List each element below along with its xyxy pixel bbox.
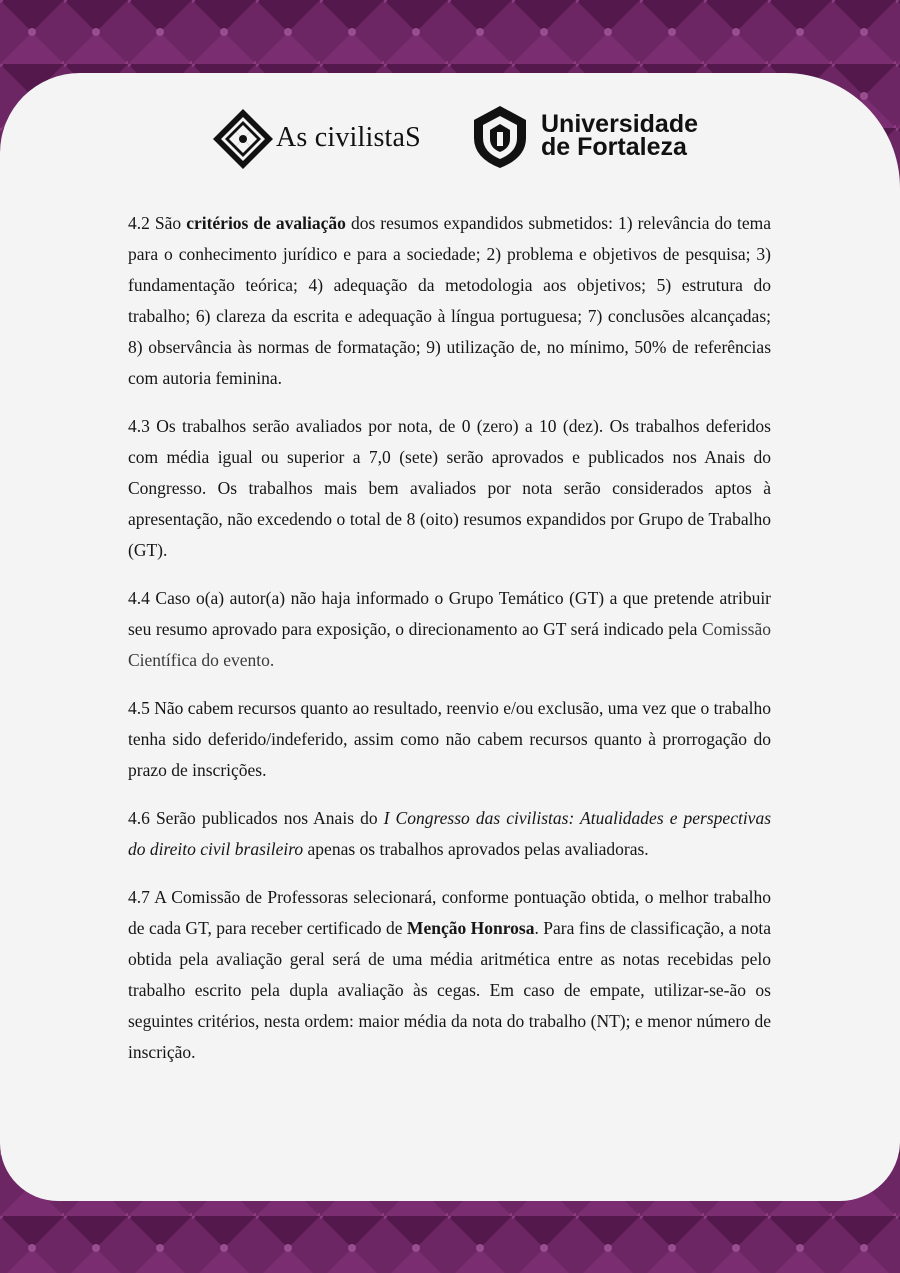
paragraph-text: dos resumos expandidos submetidos: 1) relevância do tema para o conhecimento jurídico e para a sociedade; 2) problema e objetivos de pesquisa; 3) fundamentação teórica; 4) adequação da metodologia aos objetivos; 5) estrutura do trabalho; 6) clareza da escrita e adequação à língua portuguesa; 7) conclusões alcançadas; 8) observância às normas de formatação; 9) utilização de, no mínimo, 50% de referências com autoria feminina. [128, 213, 772, 388]
paragraph-text: Não cabem recursos quanto ao resultado, reenvio e/ou exclusão, uma vez que o trabalho tenha sido deferido/indeferido, assim como não cabem recursos quanto à prorrogação do prazo de inscrições. [128, 698, 771, 780]
paragraph-4-3 [128, 411, 771, 566]
paragraph-4-2 [128, 208, 771, 394]
paragraph-text: Caso o(a) autor(a) não haja informado o Grupo Temático (GT) a que pretende atribuir seu resumo aprovado para exposição, o direcionamento ao GT será indicado pela [128, 588, 772, 639]
section-number: 4.5 [128, 698, 150, 718]
header-logos [0, 104, 900, 174]
section-number: 4.2 [128, 213, 150, 233]
paragraph-text: A Comissão de Professoras selecionará, conforme pontuação obtida, o melhor trabalho de cada GT, para receber certificado de [128, 887, 771, 938]
paragraph-4-6 [128, 803, 771, 865]
bold-term: Menção Honrosa [406, 918, 535, 938]
paragraph-text: Serão publicados nos Anais do [155, 808, 384, 828]
paragraph-4-4 [128, 583, 771, 676]
logo-left-text: As civilistaS [276, 122, 421, 153]
diamond-crest-icon [212, 108, 274, 170]
document-body [128, 208, 771, 1085]
logo-universidade-de-fortaleza [470, 104, 710, 174]
logo-as-civilistas [212, 108, 452, 170]
section-number: 4.6 [128, 808, 150, 828]
paragraph-text: . Para fins de classificação, a nota obtida pela avaliação geral será de uma média aritmética entre as notas recebidas pelo trabalho escrito pela dupla avaliação às cegas. Em caso de empate, utilizar-se-ão os seguintes critérios, nesta ordem: maior média da nota do trabalho (NT); e menor número de inscrição. [128, 918, 771, 1062]
event-title-italic: I Congresso das civilistas: Atualidades e perspectivas do direito civil brasileiro [128, 808, 772, 859]
paragraph-text: São [154, 213, 187, 233]
paragraph-4-7 [128, 882, 771, 1068]
paragraph-text: Os trabalhos serão avaliados por nota, de 0 (zero) a 10 (dez). Os trabalhos deferidos com média igual ou superior a 7,0 (sete) serão aprovados e publicados nos Anais do Congresso. Os trabalhos mais bem avaliados por nota serão considerados aptos à apresentação, não excedendo o total de 8 (oito) resumos expandidos por Grupo de Trabalho (GT). [128, 416, 771, 560]
section-number: 4.7 [128, 887, 150, 907]
section-number: 4.3 [128, 416, 150, 436]
paragraph-text: apenas os trabalhos aprovados pelas avaliadoras. [303, 839, 649, 859]
logo-right-line1: Universidade [541, 110, 699, 138]
bold-term: critérios de avaliação [186, 213, 346, 233]
logo-right-line2: de Fortaleza [541, 133, 687, 161]
unifor-emblem-icon [470, 104, 530, 170]
section-number: 4.4 [128, 588, 150, 608]
paragraph-4-5 [128, 693, 771, 786]
paragraph-text-muted: Comissão Científica do evento. [128, 619, 771, 670]
